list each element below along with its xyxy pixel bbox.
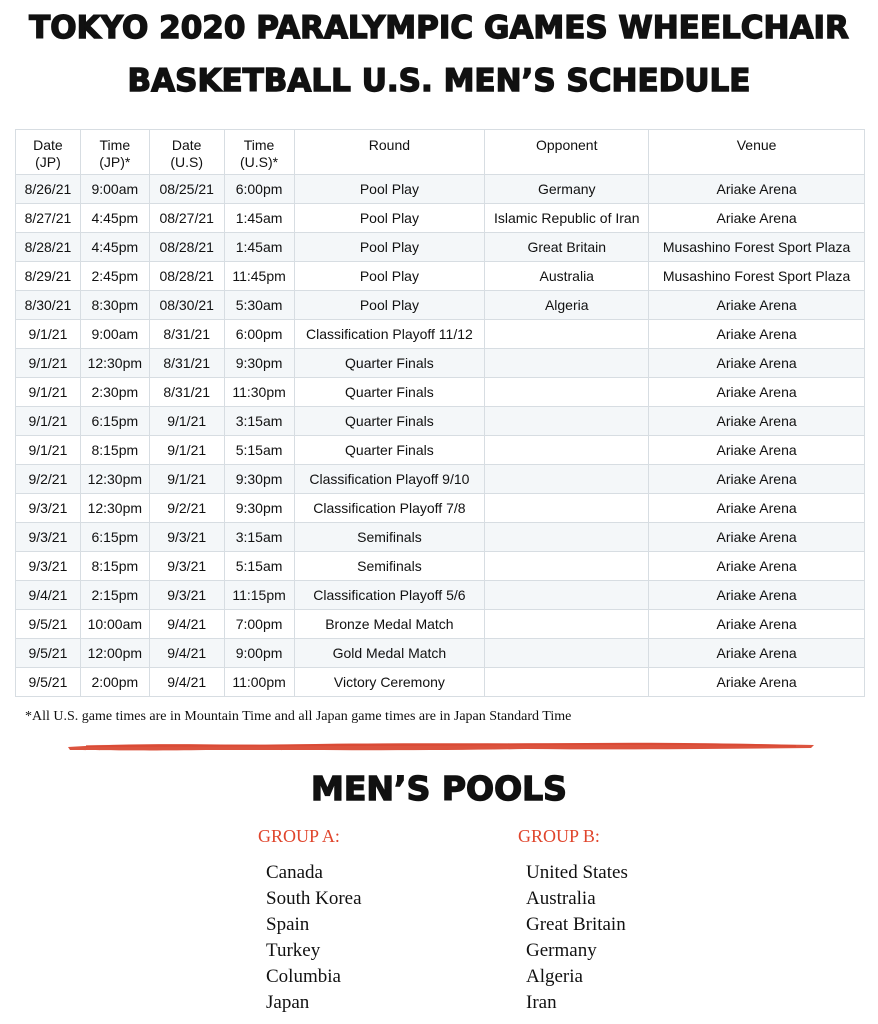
cell-date-jp: 9/1/21 [16,407,81,436]
team-item: Germany [526,940,597,961]
cell-time-jp: 12:30pm [80,494,149,523]
cell-date-us: 8/31/21 [149,349,224,378]
cell-time-jp: 2:30pm [80,378,149,407]
cell-round: Victory Ceremony [294,668,485,697]
cell-opponent [485,407,649,436]
cell-date-jp: 9/5/21 [16,639,81,668]
cell-venue: Ariake Arena [649,465,865,494]
cell-venue: Ariake Arena [649,407,865,436]
team-item: Columbia [266,966,341,987]
cell-opponent [485,552,649,581]
cell-venue: Musashino Forest Sport Plaza [649,233,865,262]
pools-title: MEN’S POOLS [311,769,567,808]
team-item: Great Britain [526,914,626,935]
cell-date-us: 08/30/21 [149,291,224,320]
table-row [16,233,865,262]
cell-venue: Ariake Arena [649,175,865,204]
team-item: Spain [266,914,310,935]
cell-time-jp: 2:15pm [80,581,149,610]
cell-round: Pool Play [294,175,485,204]
cell-venue: Ariake Arena [649,610,865,639]
header-date-us: Date (U.S) [149,130,224,175]
cell-time-jp: 6:15pm [80,523,149,552]
cell-time-us: 1:45am [224,204,294,233]
table-row [16,523,865,552]
cell-time-us: 9:00pm [224,639,294,668]
page-title-line-2: BASKETBALL U.S. MEN’S SCHEDULE [127,63,751,99]
cell-date-us: 08/28/21 [149,262,224,291]
cell-time-jp: 12:00pm [80,639,149,668]
cell-opponent [485,668,649,697]
cell-time-jp: 12:30pm [80,349,149,378]
cell-round: Quarter Finals [294,436,485,465]
team-item: Japan [266,992,310,1013]
cell-date-jp: 8/30/21 [16,291,81,320]
table-row [16,262,865,291]
cell-time-jp: 8:30pm [80,291,149,320]
team-item: Turkey [266,940,321,961]
cell-time-jp: 6:15pm [80,407,149,436]
cell-venue: Ariake Arena [649,523,865,552]
group-a-label: GROUP A: [258,826,340,846]
cell-date-us: 9/3/21 [149,523,224,552]
cell-date-us: 9/2/21 [149,494,224,523]
cell-time-us: 9:30pm [224,349,294,378]
cell-time-us: 9:30pm [224,494,294,523]
cell-date-jp: 9/2/21 [16,465,81,494]
group-b-label: GROUP B: [518,826,600,846]
cell-time-jp: 10:00am [80,610,149,639]
cell-time-us: 11:15pm [224,581,294,610]
cell-opponent [485,523,649,552]
cell-time-jp: 8:15pm [80,552,149,581]
cell-date-jp: 9/1/21 [16,349,81,378]
cell-date-us: 9/4/21 [149,668,224,697]
cell-venue: Ariake Arena [649,494,865,523]
table-row [16,407,865,436]
cell-date-us: 9/1/21 [149,465,224,494]
header-opponent: Opponent [485,130,649,175]
group-b [518,826,628,1016]
cell-date-jp: 9/3/21 [16,494,81,523]
cell-round: Quarter Finals [294,349,485,378]
group-a [258,826,362,1016]
cell-opponent [485,320,649,349]
group-b-team-list [526,860,628,1016]
cell-opponent [485,581,649,610]
team-item: South Korea [266,888,362,909]
cell-opponent [485,465,649,494]
cell-opponent: Algeria [485,291,649,320]
team-item: Australia [526,888,596,909]
table-row [16,204,865,233]
cell-time-us: 11:00pm [224,668,294,697]
cell-date-us: 08/27/21 [149,204,224,233]
cell-round: Pool Play [294,204,485,233]
cell-time-us: 7:00pm [224,610,294,639]
cell-date-jp: 8/28/21 [16,233,81,262]
cell-time-us: 5:15am [224,436,294,465]
cell-time-us: 6:00pm [224,320,294,349]
cell-venue: Ariake Arena [649,349,865,378]
cell-date-us: 8/31/21 [149,320,224,349]
team-item: Algeria [526,966,583,987]
cell-date-jp: 8/27/21 [16,204,81,233]
cell-date-jp: 9/5/21 [16,610,81,639]
cell-time-us: 9:30pm [224,465,294,494]
cell-time-jp: 4:45pm [80,204,149,233]
cell-venue: Ariake Arena [649,436,865,465]
cell-time-jp: 4:45pm [80,233,149,262]
cell-date-us: 9/4/21 [149,639,224,668]
cell-time-us: 3:15am [224,407,294,436]
cell-venue: Ariake Arena [649,204,865,233]
cell-opponent [485,494,649,523]
cell-venue: Ariake Arena [649,320,865,349]
cell-opponent [485,610,649,639]
schedule-table [15,129,865,697]
cell-venue: Ariake Arena [649,291,865,320]
cell-opponent: Germany [485,175,649,204]
cell-venue: Ariake Arena [649,581,865,610]
team-item: United States [526,862,628,883]
cell-date-jp: 9/1/21 [16,378,81,407]
table-row [16,320,865,349]
cell-round: Classification Playoff 7/8 [294,494,485,523]
cell-time-jp: 2:45pm [80,262,149,291]
cell-time-us: 6:00pm [224,175,294,204]
cell-opponent [485,436,649,465]
table-row [16,175,865,204]
cell-date-us: 9/1/21 [149,436,224,465]
cell-date-jp: 8/26/21 [16,175,81,204]
cell-time-us: 11:45pm [224,262,294,291]
table-row [16,552,865,581]
cell-venue: Ariake Arena [649,668,865,697]
header-venue: Venue [649,130,865,175]
cell-time-us: 5:15am [224,552,294,581]
table-row [16,465,865,494]
cell-date-us: 9/1/21 [149,407,224,436]
table-row [16,668,865,697]
cell-date-jp: 9/3/21 [16,552,81,581]
cell-round: Quarter Finals [294,407,485,436]
cell-date-jp: 8/29/21 [16,262,81,291]
header-time-us: Time (U.S)* [224,130,294,175]
cell-round: Semifinals [294,523,485,552]
cell-venue: Ariake Arena [649,378,865,407]
cell-round: Pool Play [294,233,485,262]
table-row [16,349,865,378]
cell-venue: Ariake Arena [649,639,865,668]
cell-date-jp: 9/3/21 [16,523,81,552]
table-row [16,378,865,407]
cell-time-us: 5:30am [224,291,294,320]
cell-date-us: 9/3/21 [149,552,224,581]
cell-date-jp: 9/5/21 [16,668,81,697]
cell-opponent [485,349,649,378]
schedule-header-row [16,130,865,175]
cell-round: Classification Playoff 11/12 [294,320,485,349]
header-time-jp: Time (JP)* [80,130,149,175]
cell-venue: Musashino Forest Sport Plaza [649,262,865,291]
table-row [16,610,865,639]
header-date-jp: Date (JP) [16,130,81,175]
cell-date-us: 08/25/21 [149,175,224,204]
cell-opponent: Islamic Republic of Iran [485,204,649,233]
cell-time-jp: 9:00am [80,175,149,204]
cell-date-us: 8/31/21 [149,378,224,407]
cell-date-us: 08/28/21 [149,233,224,262]
header-round: Round [294,130,485,175]
cell-round: Pool Play [294,262,485,291]
cell-time-us: 3:15am [224,523,294,552]
cell-round: Gold Medal Match [294,639,485,668]
table-row [16,581,865,610]
cell-round: Bronze Medal Match [294,610,485,639]
cell-venue: Ariake Arena [649,552,865,581]
cell-time-jp: 9:00am [80,320,149,349]
cell-opponent [485,639,649,668]
cell-time-us: 11:30pm [224,378,294,407]
red-brush-stroke-divider [66,738,816,754]
cell-time-jp: 8:15pm [80,436,149,465]
table-row [16,639,865,668]
cell-opponent: Great Britain [485,233,649,262]
table-row [16,436,865,465]
cell-opponent: Australia [485,262,649,291]
cell-date-us: 9/3/21 [149,581,224,610]
cell-round: Pool Play [294,291,485,320]
cell-date-us: 9/4/21 [149,610,224,639]
cell-round: Classification Playoff 9/10 [294,465,485,494]
cell-time-us: 1:45am [224,233,294,262]
cell-date-jp: 9/1/21 [16,436,81,465]
cell-round: Semifinals [294,552,485,581]
team-item: Iran [526,992,557,1013]
cell-round: Quarter Finals [294,378,485,407]
footnote: *All U.S. game times are in Mountain Time and all Japan game times are in Japan Standard Time [25,709,572,724]
cell-time-jp: 2:00pm [80,668,149,697]
cell-date-jp: 9/4/21 [16,581,81,610]
group-a-team-list [266,860,362,1016]
page-title-line-1: TOKYO 2020 PARALYMPIC GAMES WHEELCHAIR [29,10,849,46]
table-row [16,494,865,523]
team-item: Canada [266,862,323,883]
table-row [16,291,865,320]
cell-date-jp: 9/1/21 [16,320,81,349]
cell-round: Classification Playoff 5/6 [294,581,485,610]
cell-opponent [485,378,649,407]
cell-time-jp: 12:30pm [80,465,149,494]
